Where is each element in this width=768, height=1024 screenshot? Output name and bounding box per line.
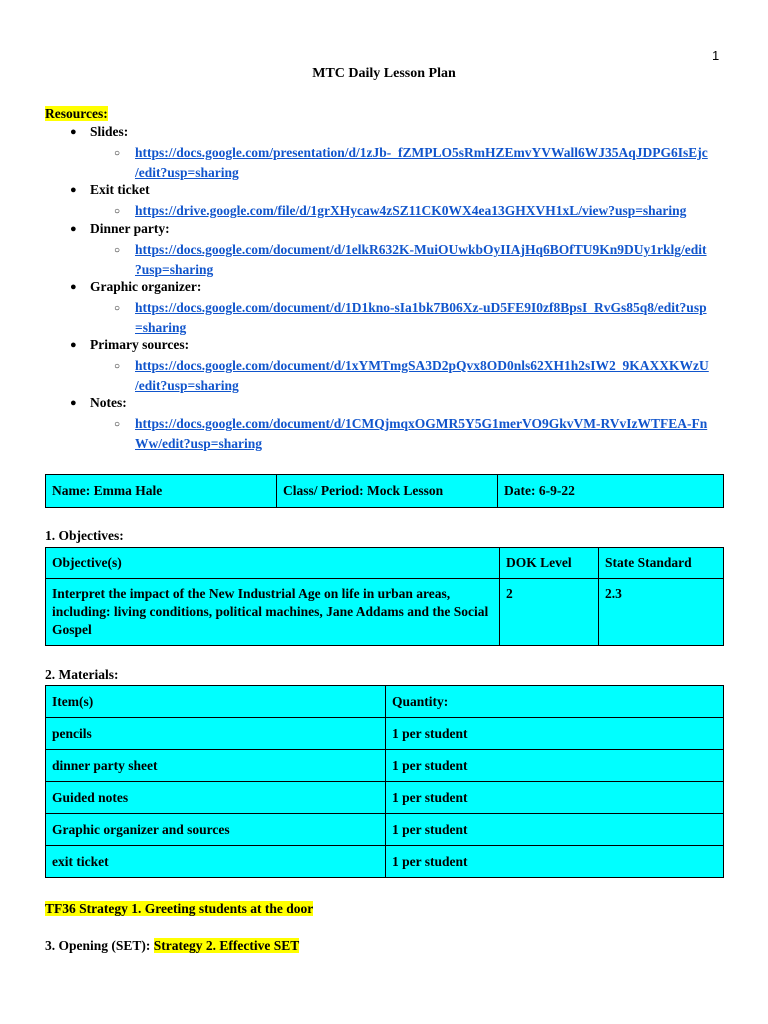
table-row: [46, 718, 724, 750]
opening-strategy: Strategy 2. Effective SET: [153, 938, 300, 953]
material-item-cell: pencils: [46, 718, 386, 750]
circle-bullet-icon: ○: [114, 419, 121, 430]
date-cell: Date: 6-9-22: [498, 475, 724, 508]
bullet-icon: ●: [70, 339, 77, 351]
resource-name: Notes:: [90, 395, 127, 410]
objective-text-cell: Interpret the impact of the New Industrial Age on life in urban areas, including: living conditions, political machines, Jane Addams and the Social Gospel: [46, 579, 500, 646]
circle-bullet-icon: ○: [114, 303, 121, 314]
table-row: [46, 814, 724, 846]
document-title: MTC Daily Lesson Plan: [312, 66, 456, 81]
material-quantity-cell: 1 per student: [386, 846, 724, 878]
bullet-icon: ●: [70, 397, 77, 409]
circle-bullet-icon: ○: [114, 206, 121, 217]
bullet-icon: ●: [70, 126, 77, 138]
table-row: [46, 750, 724, 782]
resources-label: Resources:: [45, 106, 108, 121]
material-item-cell: exit ticket: [46, 846, 386, 878]
strategy-1-label: TF36 Strategy 1. Greeting students at the door: [45, 901, 314, 916]
material-item-cell: Guided notes: [46, 782, 386, 814]
dok-level-cell: 2: [500, 579, 599, 646]
resource-link-notes[interactable]: https://docs.google.com/document/d/1CMQjmqxOGMR5Y5G1merVO9GkvVM-RVvIzWTFEA-Fn Ww/edit?usp=sharing: [135, 416, 708, 451]
materials-header-item: Item(s): [46, 686, 386, 718]
table-row: [46, 846, 724, 878]
circle-bullet-icon: ○: [114, 245, 121, 256]
resource-link-exit-ticket[interactable]: https://drive.google.com/file/d/1grXHycaw4zSZ11CK0WX4ea13GHXVH1xL/view?usp=sharing: [135, 203, 687, 218]
resource-link-slides[interactable]: https://docs.google.com/presentation/d/1zJb-_fZMPLO5sRmHZEmvYVWall6WJ35AqJDPG6IsEjc /edit?usp=sharing: [135, 145, 708, 180]
resource-name: Dinner party:: [90, 221, 170, 236]
page-number: 1: [712, 48, 720, 63]
materials-table: [45, 685, 724, 878]
material-quantity-cell: 1 per student: [386, 718, 724, 750]
resource-link-dinner-party[interactable]: https://docs.google.com/document/d/1elkR632K-MuiOUwkbOyIIAjHq6BOfTU9Kn9DUy1rklg/edit ?usp=sharing: [135, 242, 707, 277]
materials-header-quantity: Quantity:: [386, 686, 724, 718]
objectives-header-dok: DOK Level: [500, 548, 599, 579]
class-period-cell: Class/ Period: Mock Lesson: [277, 475, 498, 508]
objectives-table: [45, 547, 724, 646]
material-item-cell: dinner party sheet: [46, 750, 386, 782]
bullet-icon: ●: [70, 223, 77, 235]
table-row: [46, 782, 724, 814]
circle-bullet-icon: ○: [114, 361, 121, 372]
resource-name: Primary sources:: [90, 337, 190, 352]
resource-name: Graphic organizer:: [90, 279, 202, 294]
resource-name: Slides:: [90, 124, 129, 139]
state-standard-cell: 2.3: [599, 579, 724, 646]
table-row: [46, 579, 724, 646]
material-quantity-cell: 1 per student: [386, 750, 724, 782]
info-table: [45, 474, 724, 508]
objectives-header-objective: Objective(s): [46, 548, 500, 579]
resource-link-primary-sources[interactable]: https://docs.google.com/document/d/1xYMTmgSA3D2pQvx8OD0nls62XH1h2sIW2_9KAXXKWzU /edit?usp=sharing: [135, 358, 709, 393]
circle-bullet-icon: ○: [114, 148, 121, 159]
resource-name: Exit ticket: [90, 182, 150, 197]
opening-label: 3. Opening (SET): Strategy 2. Effective SET: [45, 938, 300, 953]
teacher-name-cell: Name: Emma Hale: [46, 475, 277, 508]
objectives-label: 1. Objectives:: [45, 528, 124, 543]
material-quantity-cell: 1 per student: [386, 782, 724, 814]
materials-label: 2. Materials:: [45, 667, 119, 682]
objectives-header-standard: State Standard: [599, 548, 724, 579]
resource-link-graphic-organizer[interactable]: https://docs.google.com/document/d/1D1kno-sIa1bk7B06Xz-uD5FE9I0zf8BpsI_RvGs85q8/edit?usp =sharing: [135, 300, 707, 335]
material-quantity-cell: 1 per student: [386, 814, 724, 846]
material-item-cell: Graphic organizer and sources: [46, 814, 386, 846]
bullet-icon: ●: [70, 184, 77, 196]
bullet-icon: ●: [70, 281, 77, 293]
